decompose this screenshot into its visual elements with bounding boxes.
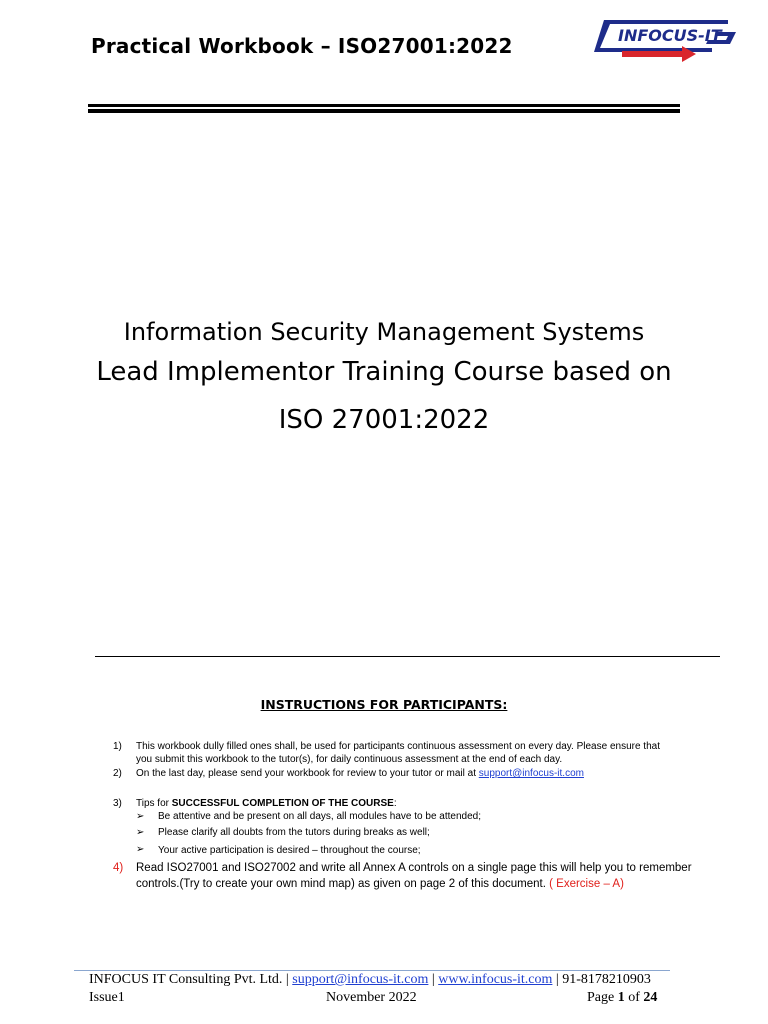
footer-separator: | [428, 972, 439, 987]
footer-issue: Issue1 [89, 990, 125, 1005]
arrow-bullet-icon: ➢ [136, 811, 145, 822]
footer-company: INFOCUS IT Consulting Pvt. Ltd. | [89, 972, 293, 987]
item-number: 3) [113, 798, 122, 809]
item-number: 4) [113, 862, 124, 874]
title-line-2: Lead Implementor Training Course based on [96, 357, 672, 387]
header-title: Practical Workbook – ISO27001:2022 [91, 34, 513, 58]
tips-suffix: : [393, 798, 397, 809]
tip-bullet: Be attentive and be present on all days, all modules have to be attended; [158, 811, 481, 822]
infocus-it-logo [590, 12, 736, 64]
page-label: Page [587, 990, 618, 1005]
header-rule-bottom [88, 109, 680, 113]
footer-email-link[interactable]: support@infocus-it.com [292, 972, 429, 987]
page-total: 24 [643, 990, 658, 1005]
item-text: controls.(Try to create your own mind map) as given on page 2 of this document. [136, 878, 550, 890]
footer-rule [74, 970, 670, 971]
tips-prefix: Tips for [136, 798, 172, 809]
item-text-line: This workbook dully filled ones shall, be used for participants continuous assessment on every day. Please ensure that [136, 741, 660, 752]
title-line-3: ISO 27001:2022 [278, 405, 490, 435]
footer-page-number [587, 990, 657, 1006]
item-text-line [136, 767, 584, 780]
item-text-line [136, 876, 624, 892]
tips-bold: SUCCESSFUL COMPLETION OF THE COURSE [171, 798, 394, 809]
tip-bullet: Please clarify all doubts from the tutors during breaks as well; [158, 827, 430, 838]
footer-website-link[interactable]: www.infocus-it.com [438, 972, 553, 987]
item-text: On the last day, please send your workbook for review to your tutor or mail at [136, 768, 479, 779]
item-text-line [136, 797, 397, 810]
page-current: 1 [617, 990, 625, 1005]
page-of: of [624, 990, 644, 1005]
title-line-1: Information Security Management Systems [123, 318, 645, 346]
item-number: 2) [113, 768, 122, 779]
exercise-label: ( Exercise – A) [549, 878, 624, 890]
svg-text:INFOCUS-IT: INFOCUS-IT [618, 26, 722, 45]
tip-bullet: Your active participation is desired – throughout the course; [158, 845, 421, 856]
item-number: 1) [113, 741, 122, 752]
item-text-line: you submit this workbook to the tutor(s), for daily continuous assessment at the end of each day. [136, 754, 563, 765]
instructions-heading: INSTRUCTIONS FOR PARTICIPANTS: [260, 697, 508, 712]
section-divider [95, 656, 720, 657]
footer-phone: 91-8178210903 [562, 972, 651, 987]
arrow-bullet-icon: ➢ [136, 844, 145, 855]
support-email-link[interactable]: support@infocus-it.com [478, 768, 584, 779]
arrow-bullet-icon: ➢ [136, 827, 145, 838]
item-text-line: Read ISO27001 and ISO27002 and write all Annex A controls on a single page this will help you to remember [136, 862, 692, 874]
footer-date: November 2022 [326, 990, 417, 1005]
header-rule-top [88, 104, 680, 107]
footer-separator: | [552, 972, 563, 987]
footer-contact-line [89, 972, 651, 988]
